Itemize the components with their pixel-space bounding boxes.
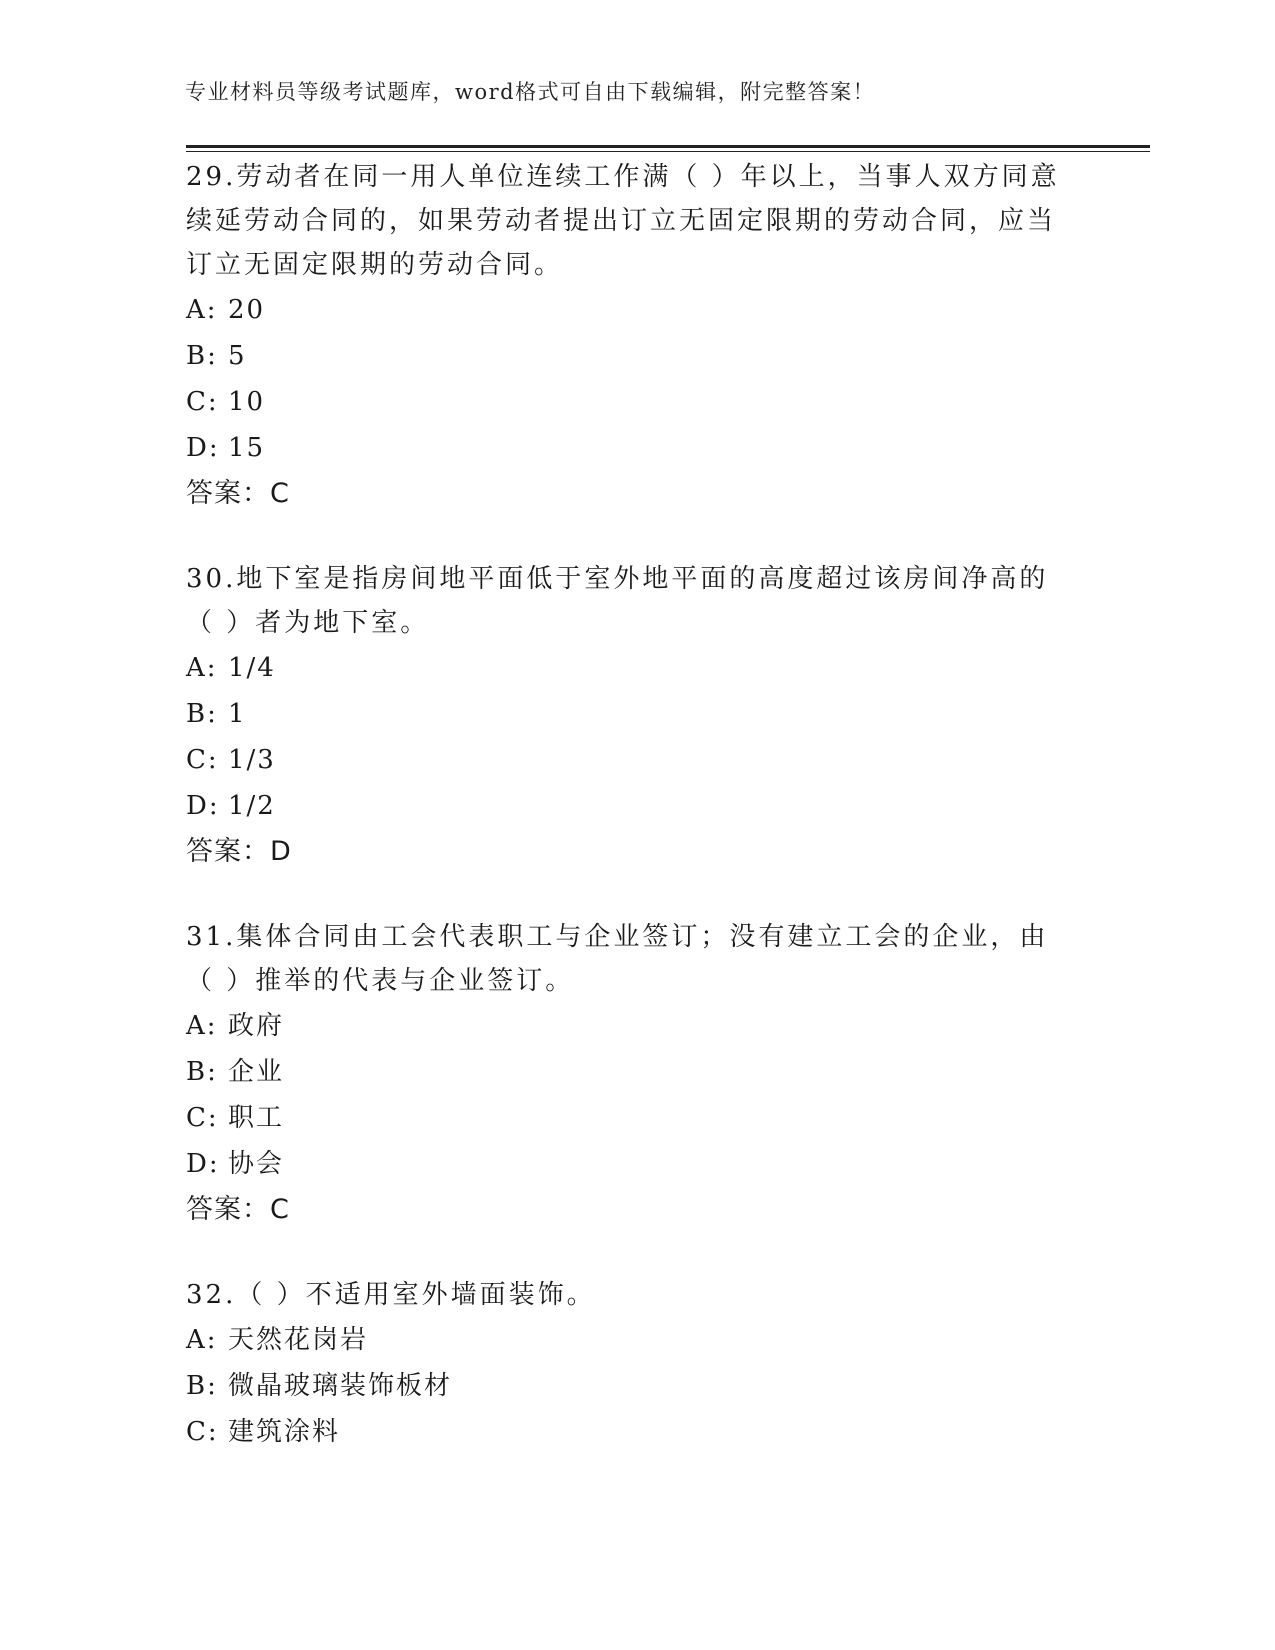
option-text: 1/2 [228,791,276,821]
option-text: 15 [228,433,266,463]
option-text: 10 [228,387,266,417]
option-text: 天然花岗岩 [228,1325,369,1355]
option-d [186,783,1066,829]
option-label: C: [186,387,219,417]
option-a [186,287,1066,333]
option-text: 20 [228,295,266,325]
option-d [186,1141,1066,1187]
option-b [186,1049,1066,1095]
question-list [186,155,1066,1495]
option-label: A: [186,653,218,683]
option-text: 建筑涂料 [228,1417,341,1447]
option-text: 职工 [228,1103,285,1133]
answer-line: 答案：D [186,836,292,867]
option-label: A: [186,295,218,325]
option-text: 企业 [228,1057,285,1087]
option-c [186,1095,1066,1141]
option-label: C: [186,745,219,775]
question-stem: 32.（ ）不适用室外墙面装饰。 [186,1280,596,1310]
option-text: 协会 [228,1149,285,1179]
option-text: 1/3 [228,745,276,775]
header-divider-thick [186,145,1150,148]
option-label: A: [186,1325,218,1355]
option-a [186,1317,1066,1363]
option-d [186,425,1066,471]
option-text: 政府 [228,1011,285,1041]
option-b [186,333,1066,379]
question-stem: 31.集体合同由工会代表职工与企业签订；没有建立工会的企业，由（ ）推举的代表与企业签订。 [186,922,1049,996]
option-label: D: [186,433,220,463]
option-text: 5 [228,341,247,371]
option-label: C: [186,1417,219,1447]
option-a [186,1003,1066,1049]
option-text: 微晶玻璃装饰板材 [228,1371,453,1401]
option-label: D: [186,791,220,821]
option-b [186,1363,1066,1409]
question-30 [186,557,1066,875]
question-29 [186,155,1066,517]
option-label: C: [186,1103,219,1133]
option-text: 1 [228,699,247,729]
option-label: B: [186,341,218,371]
option-label: A: [186,1011,218,1041]
answer-line: 答案：C [186,1194,290,1225]
answer-line: 答案：C [186,478,290,509]
question-31 [186,915,1066,1233]
question-32 [186,1273,1066,1455]
question-stem: 29.劳动者在同一用人单位连续工作满（ ）年以上，当事人双方同意续延劳动合同的，如果劳动者提出订立无固定限期的劳动合同，应当订立无固定限期的劳动合同。 [186,162,1060,280]
page-header: 专业材料员等级考试题库，word格式可自由下载编辑，附完整答案！ [185,80,876,104]
option-label: B: [186,1371,218,1401]
option-text: 1/4 [228,653,276,683]
option-label: D: [186,1149,220,1179]
option-c [186,1409,1066,1455]
option-b [186,691,1066,737]
option-label: B: [186,699,218,729]
option-c [186,737,1066,783]
option-a [186,645,1066,691]
question-stem: 30.地下室是指房间地平面低于室外地平面的高度超过该房间净高的（ ）者为地下室。 [186,564,1049,638]
option-c [186,379,1066,425]
header-divider-thin [186,151,1150,152]
option-label: B: [186,1057,218,1087]
